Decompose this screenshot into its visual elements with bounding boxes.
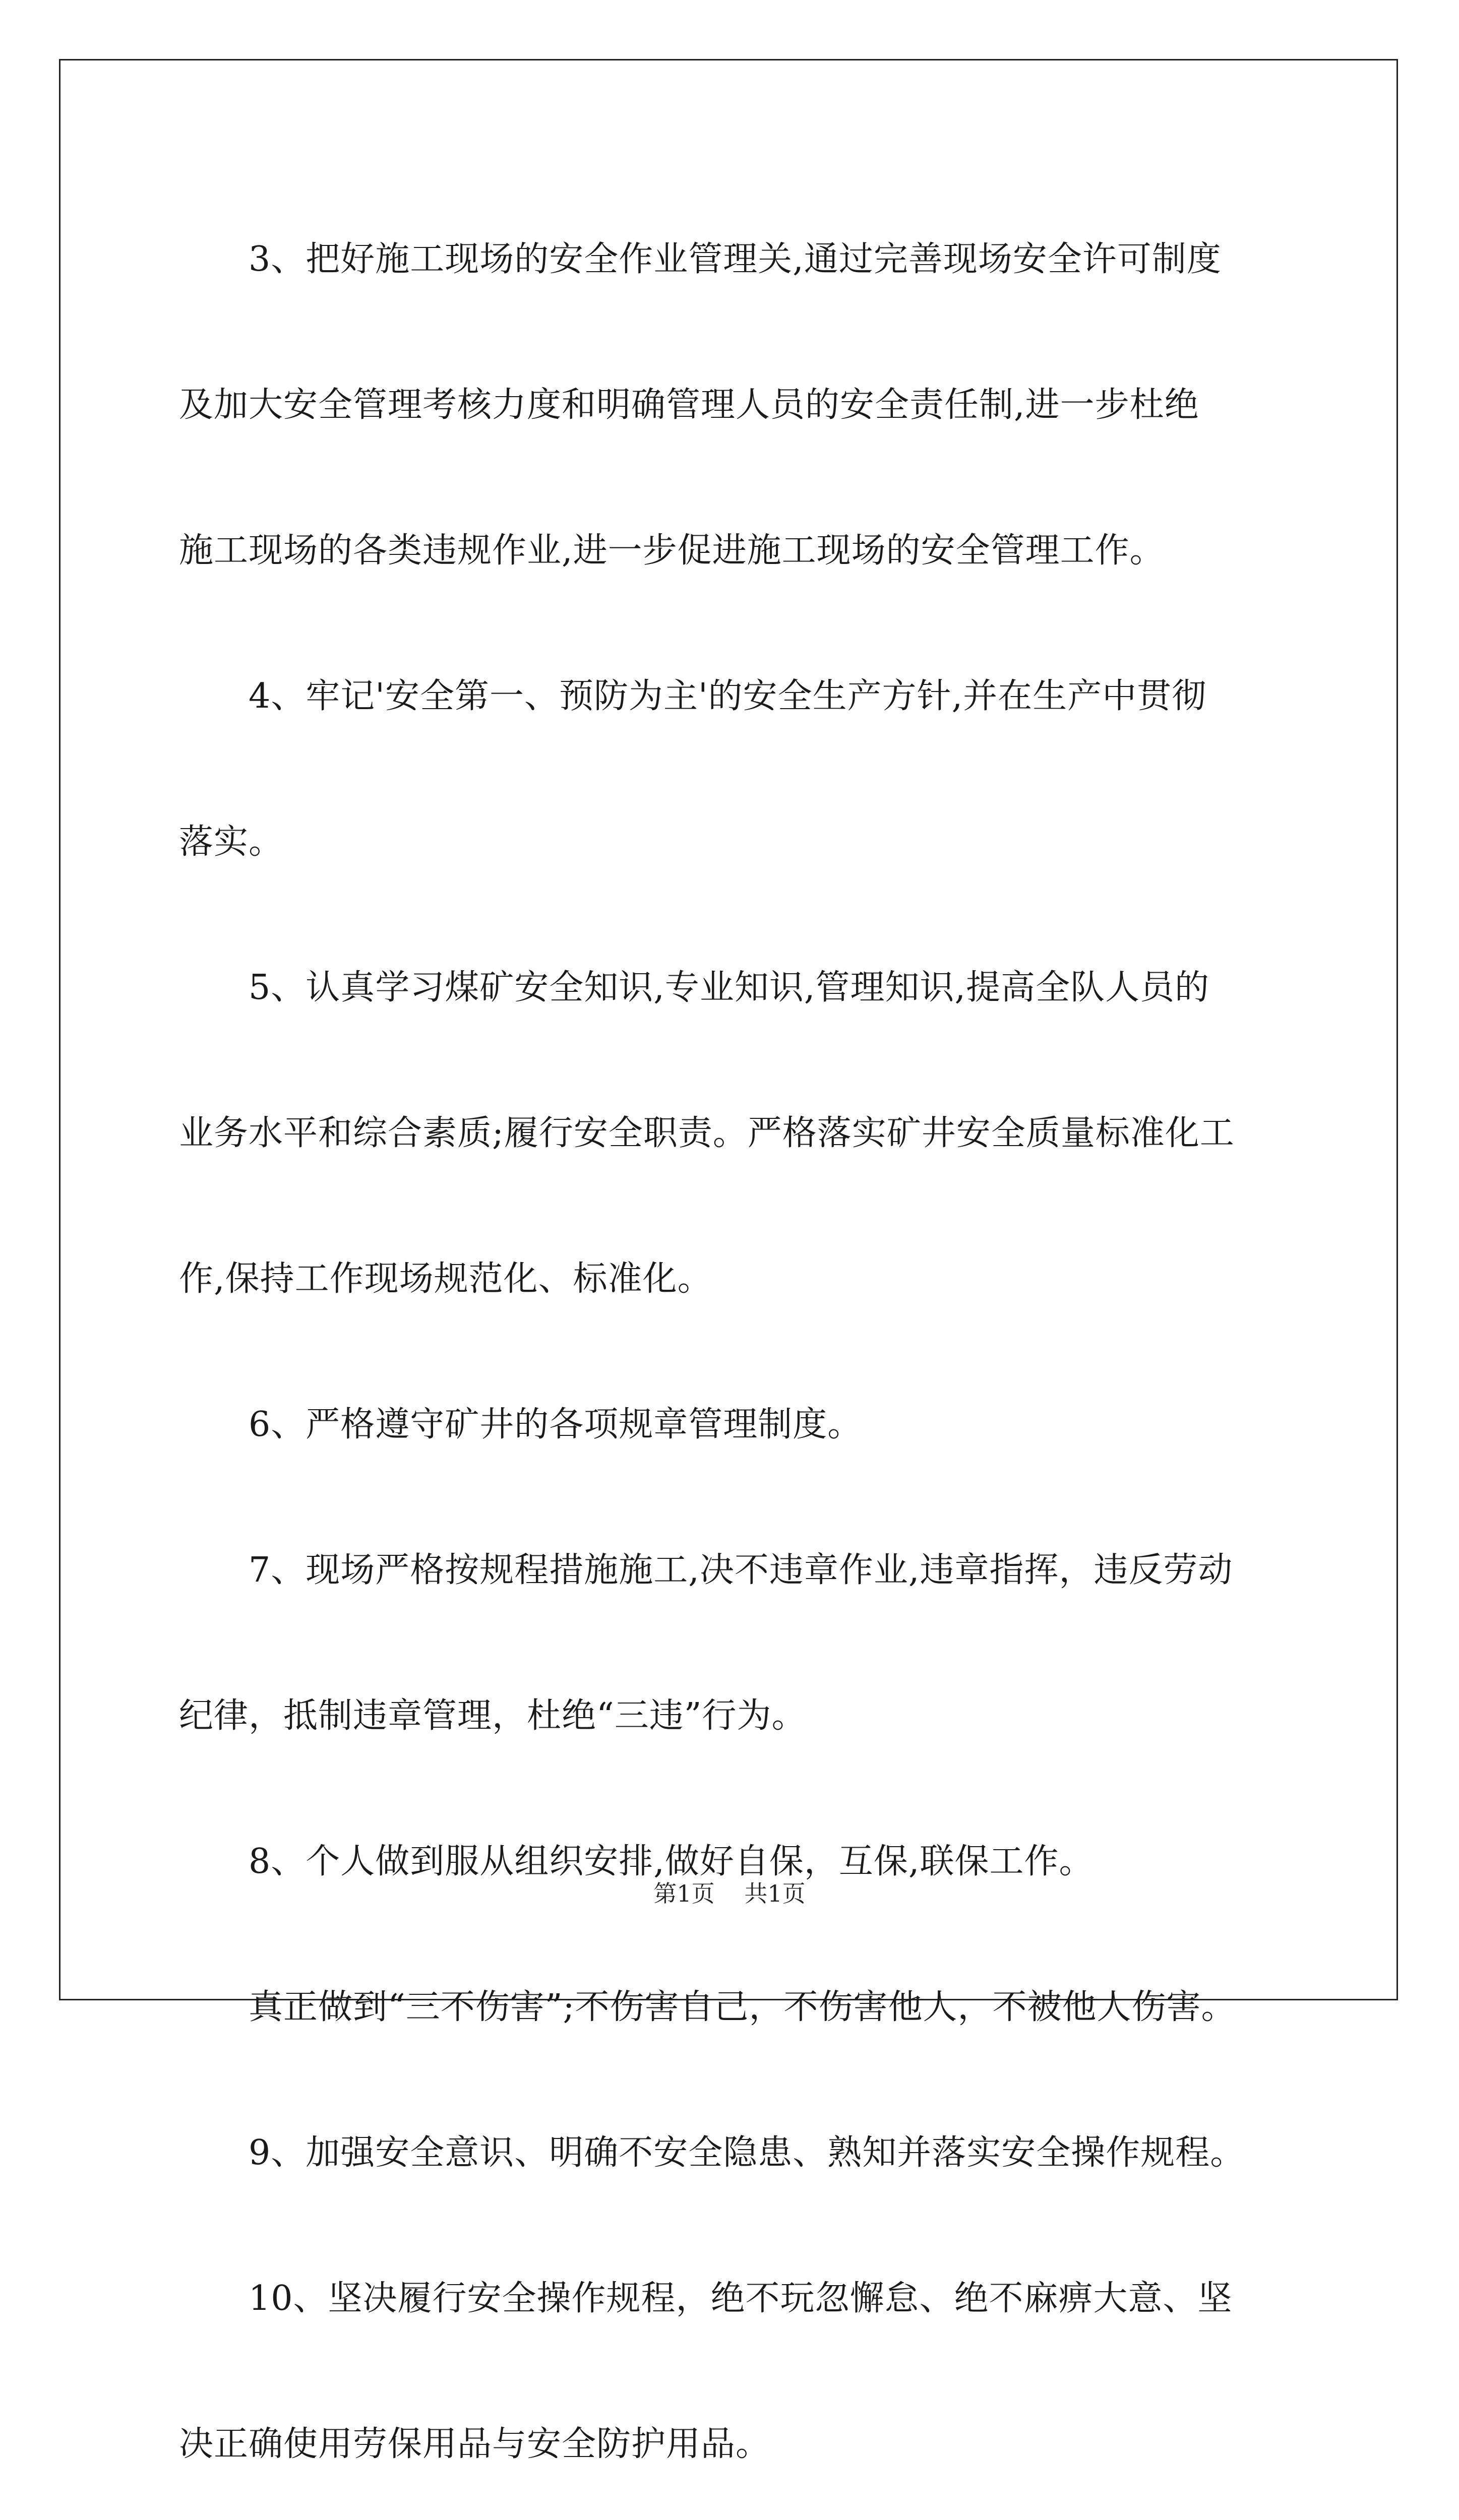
text-line: 6、严格遵守矿井的各项规章管理制度。: [179, 1405, 863, 1444]
text-line: 及加大安全管理考核力度和明确管理人员的安全责任制,进一步杜绝: [179, 385, 1199, 425]
text-line: 业务水平和综合素质;履行安全职责。严格落实矿井安全质量标准化工: [179, 1113, 1235, 1153]
paragraph-10: [179, 2226, 1288, 2517]
text-line: 施工现场的各类违规作业,进一步促进施工现场的安全管理工作。: [179, 531, 1165, 571]
page-number-current: 第1页: [653, 1880, 715, 1907]
page-number-total: 共1页: [744, 1880, 806, 1907]
paragraph-7: [179, 1497, 1288, 1789]
text-line: 9、加强安全意识、明确不安全隐患、熟知并落实安全操作规程。: [179, 2133, 1245, 2173]
text-line: 作,保持工作现场规范化、标准化。: [179, 1259, 712, 1299]
paragraph-8: [179, 1789, 1288, 1934]
paragraph-3: [179, 186, 1288, 623]
paragraph-9: [179, 2080, 1288, 2226]
text-line: [179, 2517, 1288, 2520]
paragraph-6: [179, 1352, 1288, 1497]
text-line: 7、现场严格按规程措施施工,决不违章作业,违章指挥，违反劳动: [179, 1550, 1233, 1590]
text-line: 落实。: [179, 822, 284, 862]
text-line: 5、认真学习煤矿安全知识,专业知识,管理知识,提高全队人员的: [179, 968, 1210, 1007]
text-line: 4、牢记'安全第一、预防为主'的安全生产方针,并在生产中贯彻: [179, 676, 1207, 716]
paragraph-4: [179, 623, 1288, 915]
text-line: 纪律，抵制违章管理，杜绝“三违”行为。: [179, 1696, 807, 1736]
paragraph-three-no-harm: [179, 1934, 1288, 2080]
page-footer: [0, 1878, 1459, 1909]
document-body: [179, 186, 1288, 2520]
paragraph-5: [179, 915, 1288, 1352]
text-line: 真正做到“三不伤害”;不伤害自己，不伤害他人，不被他人伤害。: [179, 1987, 1236, 2027]
text-line: 10、坚决履行安全操作规程，绝不玩忽懈怠、绝不麻痹大意、坚: [179, 2279, 1233, 2318]
text-line: 决正确使用劳保用品与安全防护用品。: [179, 2424, 771, 2464]
text-line: 8、个人做到服从组织安排,做好自保，互保,联保工作。: [179, 1842, 1094, 1881]
text-line: 3、把好施工现场的安全作业管理关,通过完善现场安全许可制度: [179, 239, 1222, 279]
paragraph-11: [179, 2517, 1288, 2520]
